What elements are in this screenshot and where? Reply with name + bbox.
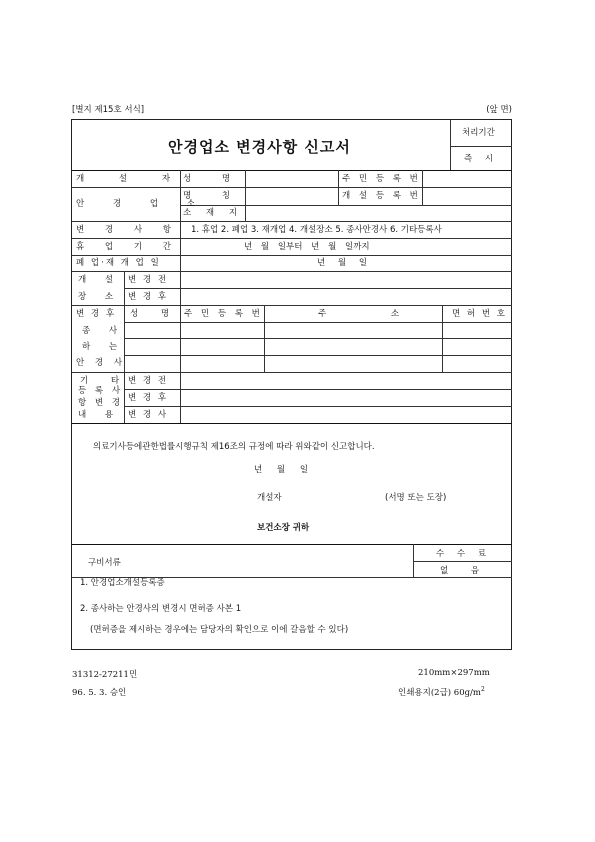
shop-name-label: 명 칭 [183,191,245,201]
approval-date: 96. 5. 3. 승인 [72,688,127,698]
processing-period-value: 즉 시 [464,154,499,164]
document-item-2: 2. 종사하는 안경사의 변경시 면허증 사본 1 [80,604,242,614]
other-label-4: 내 용 [78,410,122,420]
form-number: [별지 제15호 서식] [72,105,145,115]
founder-label: 개 설 자 [76,174,187,184]
other-label-1: 기 타 [80,376,130,386]
form-title: 안경업소 변경사항 신고서 [168,138,351,156]
place-change-label-1: 개 설 [78,275,122,285]
page-side-label: (앞 면) [486,105,512,115]
document-item-1: 1. 안경업소개설등록증 [80,578,165,588]
processing-period-label: 처리기간 [462,128,495,138]
closure-period-value: 년 월 일부터 년 월 일까지 [244,242,370,252]
fee-label: 수 수 료 [436,549,492,559]
declaration-text: 의료기사등에관한법률시행규칙 제16조의 규정에 따라 위와같이 신고합니다. [93,442,375,452]
other-label-3: 항 변 경 [78,398,124,408]
closure-period-label: 휴 업 기 간 [76,242,180,252]
document-item-2-note: (면허증을 제시하는 경우에는 담당자의 확인으로 이에 갈음할 수 있다) [90,625,349,635]
reopen-date-value: 년 월 일 [317,258,368,268]
report-form [71,119,512,650]
place-before-label: 변 경 전 [128,275,169,285]
declaration-date: 년 월 일 [254,465,309,475]
change-options: 1. 휴업 2. 폐업 3. 재개업 4. 개설장소 5. 종사안경사 6. 기타등록사 [191,225,442,235]
other-after-label: 변 경 후 [128,393,169,403]
paper-size: 210mm×297mm [418,668,490,678]
form-code: 31312-27211민 [72,670,138,680]
shop-label: 안 경 업 소 [76,199,208,209]
col-license-header: 면 허 번 호 [452,309,507,319]
founder-name-label: 성 명 [183,174,245,184]
staff-label-2: 하 는 [82,342,126,352]
col-resident-header: 주 민 등 록 번 [184,309,263,319]
reopen-date-label: 폐 업·재 개 업 일 [76,258,161,268]
place-after-label: 변 경 후 [128,292,169,302]
col-address-header: 주 소 [318,309,400,319]
sign-label: (서명 또는 도장) [385,493,447,503]
paper-spec-text: 인쇄용지(2급) 60g/m [398,688,481,698]
applicant-label: 개설자 [257,493,282,503]
other-reason-label: 변 경 사 [128,410,169,420]
staff-label-3: 안 경 사 [76,358,127,368]
after-change-label: 변 경 후 [76,309,117,319]
recipient-label: 보건소장 귀하 [257,523,310,533]
resident-number-label: 주 민 등 록 번 [342,174,421,184]
paper-spec-exponent: 2 [480,686,485,694]
change-item-label: 변 경 사 항 [76,225,180,235]
col-name-header: 성 명 [130,309,180,319]
staff-label-1: 종 사 [82,326,126,336]
location-label: 소 재 지 [183,208,244,218]
other-before-label: 변 경 전 [128,376,169,386]
registration-number-label: 개 설 등 록 번 [342,191,421,201]
place-change-label-2: 장 소 [78,292,122,302]
paper-spec [398,686,485,698]
documents-title: 구비서류 [88,558,121,568]
fee-value: 없 음 [440,566,490,576]
other-label-2: 등 록 사 [78,386,124,396]
